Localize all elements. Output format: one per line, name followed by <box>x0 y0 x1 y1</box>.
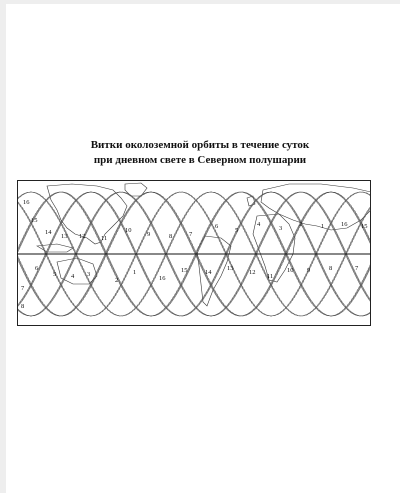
orbit-number-south: 13 <box>227 265 234 272</box>
orbit-number-south: 8 <box>329 265 333 272</box>
orbit-number-south: 16 <box>159 275 166 282</box>
orbit-number-north: 2 <box>299 221 303 228</box>
orbit-number-north: 10 <box>125 227 132 234</box>
orbit-number-north: 8 <box>169 233 173 240</box>
orbit-number-north: 12 <box>79 233 86 240</box>
orbit-number-south: 5 <box>53 271 57 278</box>
orbit-number-north: 9 <box>147 231 151 238</box>
title-line-1: Витки околоземной орбиты в течение суток <box>90 139 310 151</box>
orbit-number-south: 14 <box>205 269 212 276</box>
orbit-number-north: 15 <box>361 223 368 230</box>
orbit-number-south: 7 <box>21 285 25 292</box>
figure-title <box>0 138 400 168</box>
orbit-number-south: 11 <box>267 273 274 280</box>
orbit-number-north: 14 <box>45 229 52 236</box>
orbit-number-south: 12 <box>249 269 256 276</box>
orbit-number-north: 3 <box>279 225 283 232</box>
orbit-map <box>17 180 371 326</box>
orbit-number-south: 1 <box>133 269 137 276</box>
orbit-number-south: 15 <box>181 267 188 274</box>
orbit-map-svg <box>17 180 371 326</box>
orbit-number-north: 16 <box>341 221 348 228</box>
orbit-number-south: 10 <box>287 267 294 274</box>
orbit-number-south: 9 <box>307 267 311 274</box>
orbit-number-south: 8 <box>21 303 25 310</box>
orbit-number-north: 4 <box>257 221 261 228</box>
orbit-number-north: 5 <box>235 227 239 234</box>
orbit-number-south: 2 <box>115 277 119 284</box>
orbit-number-south: 4 <box>71 273 75 280</box>
orbit-number-south: 7 <box>355 265 359 272</box>
orbit-number-south: 6 <box>35 265 39 272</box>
orbit-number-north: 11 <box>101 235 108 242</box>
orbit-number-north: 16 <box>23 199 30 206</box>
title-line-2: при дневном свете в Северном полушарии <box>93 154 307 166</box>
orbit-number-north: 7 <box>189 231 193 238</box>
orbit-number-north: 1 <box>321 223 325 230</box>
orbit-number-north: 6 <box>215 223 219 230</box>
orbit-number-south: 3 <box>87 271 91 278</box>
orbit-number-north: 13 <box>61 233 68 240</box>
orbit-number-north: 15 <box>31 217 38 224</box>
